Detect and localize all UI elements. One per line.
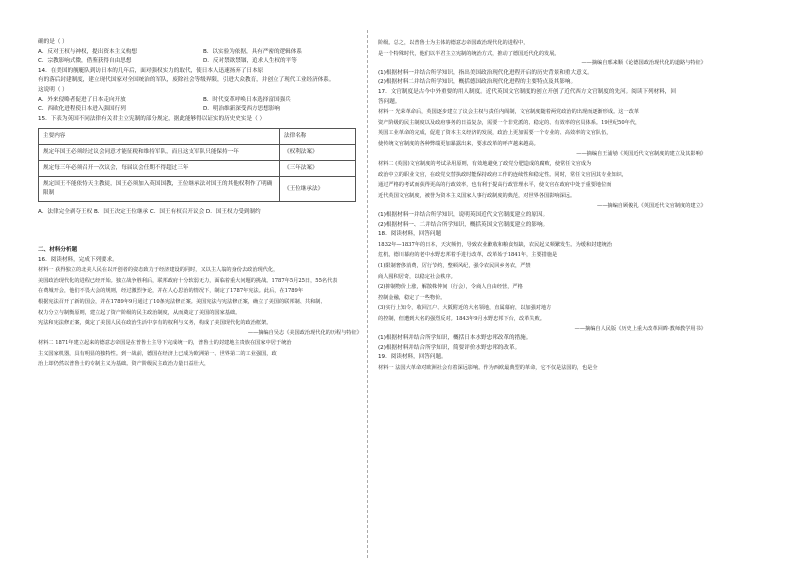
left-column xyxy=(38,38,368,370)
q17-material-2 xyxy=(378,159,712,201)
table-cell: 规定国王不能依恃天主教徒，国王必须加入英国国教，王位继承法对国王的其他权利作了明确限制 xyxy=(39,177,280,202)
sub-question: (2)根据材料并结合所学知识，简要评价水野忠邦的改革。 xyxy=(378,344,521,351)
material-line: 控制金融，稳定了一些物价。 xyxy=(378,294,446,301)
material-line: 权力分立与制衡原则，建立起了资产阶级的民主政治制度，从而奠定了美国的国家基础。 xyxy=(38,309,241,316)
option-a: A．外来侵略者促进了日本走向开放 xyxy=(38,96,126,103)
material-line: 的控制，但遭到大名的强烈反对。1843年9月水野忠邦下台，改革失败。 xyxy=(378,316,545,323)
q14-text-1: 14．在美国的舰艇队到访日本的几年后，面对强权实力的取代，使日本人迅速扬弃了日本原 xyxy=(38,67,264,74)
material-line: 主义国家机器，具有明显的独特性。到一战前，德国在经济上已成为欧洲第一、世界第二的工业强国，政 xyxy=(38,350,277,357)
material-line: (1)限制奢侈消费，厉行节约，整顿风纪，强令农民回乡务农，严禁 xyxy=(378,263,531,270)
q17-material-1 xyxy=(378,107,712,149)
material-source: ——摘编自吴志《美国政治现代化的历程与特征》 xyxy=(247,329,362,336)
q15-options: A．法律完全剥夺王权 B．国王决定王位继承 C．国王有权召开议会 D．国王权力受到制约 xyxy=(38,209,261,216)
table-cell: 《权利法案》 xyxy=(280,145,356,161)
material-line: 近代英国文官制度，被誉为资本主义国家人事行政制度的典范，对世界各国影响深远。 xyxy=(378,192,576,199)
q18-material xyxy=(378,240,712,325)
right-column xyxy=(378,38,712,374)
material-line: 1832年—1837年的日本，天灾频仍，导致农业歉收和粮食短缺，农民起义频繁发生。为缓和封建统治 xyxy=(378,241,612,248)
option-b: B．以实验为依据，具有严密的逻辑体系 xyxy=(203,48,302,55)
q18-text: 18．阅读材料，回答问题 xyxy=(378,231,442,238)
sub-question: (1)根据材料一并结合所学知识，说明英国近代文官制度建立的原因。 xyxy=(378,212,549,219)
q17-text-1: 17．文官制度是古今中外重要的用人制度。近代英国文官制度的创立开创了近代西方文官制度的先河。阅读下列材料，回 xyxy=(378,88,676,95)
option-c: C．宗教影响式微，借鉴获得自由思想 xyxy=(38,58,132,65)
sub-question: (1)根据材料一并结合所学知识，指出美国政治现代化进程开启的历史背景和重大意义。 xyxy=(378,69,593,76)
q14-options-row-1 xyxy=(38,96,368,106)
material-source: ——摘编自邢来顺《论德国政治现代化的道路与特征》 xyxy=(581,60,706,67)
material-source: ——摘编自王浦劬《英国近代文官制度的建立及其影响》 xyxy=(576,150,706,157)
table-row xyxy=(39,161,356,177)
material-line: 是一个特殊时代，他们以半君主立宪制的统治方式，推动了德国近代化的发展。 xyxy=(378,50,560,57)
material-line: 根据宪法召开了新的国会，并在1789年9月通过了10条宪法修正案。美国宪法与宪法修正案，确立了美国的联邦制、共和制、 xyxy=(38,298,326,305)
q13-options-row-1 xyxy=(38,48,368,58)
table-header: 法律名称 xyxy=(280,129,356,145)
law-table xyxy=(38,128,356,202)
q19-material: 材料一 法国大革命对欧洲社会有着深远影响。作为西欧最典型的革命，它不仅是法国的，也是全 xyxy=(378,365,598,371)
table-cell: 规定年国王必须经过议会同意才能征税和维持军队，而且这支军队只能保持一年 xyxy=(39,145,280,161)
material-line: 危机，德川幕府的老中水野忠邦着手进行改革，改革始于1841年，主要措施是 xyxy=(378,252,558,259)
table-header: 主要内容 xyxy=(39,129,280,145)
material-line: 治上却仍然以普鲁士的专制主义为基础。资产阶级民主政治力量日益壮大， xyxy=(38,361,210,368)
table-row xyxy=(39,145,356,161)
material-1 xyxy=(38,265,368,329)
material-2-continued xyxy=(378,38,712,59)
option-c: C．西欧化进程使日本进入强国行列 xyxy=(38,106,126,113)
material-line: 资产阶级的民主制度以及政府事务的日益复杂，需要一个非党派的、稳定的、有效率的官员体系。19世纪50年代， xyxy=(378,119,641,126)
material-line: 宪法和宪法修正案，奠定了美国人民在政治生活中享有的权利与义务，构成了美国现代化的政治框架。 xyxy=(38,320,272,327)
table-cell: 《王位继承法》 xyxy=(280,177,356,202)
q14-text-2: 有的落后封建制度，建立现代国家对全国统治的军队，废除社会等级界限，引进大众教育，并创立了现代工业经济体系。 xyxy=(38,77,335,84)
material-line: 材料一 获得独立的北美人民在以开创者的姿态致力于经济建设的同时，又以主人翁的身份去政治现代化， xyxy=(38,267,279,274)
table-row xyxy=(39,177,356,202)
material-2 xyxy=(38,338,368,370)
material-line: 使传统文官制度的各种弊端更加暴露出来，要求改革的呼声越来越高。 xyxy=(378,140,539,147)
option-a: A．反对王权与神权，提出资本主义构想 xyxy=(38,48,137,55)
q16-text: 16．阅读材料，完成下列要求。 xyxy=(38,256,118,263)
sub-question: (2)根据材料一、二并结合所学知识，概括英国文官制度建立的影响。 xyxy=(378,221,549,228)
material-line: 通过严格的考试而获得更高的行政效率，也有利于提高行政管理水平，使文官在政府中处于重要地位而 xyxy=(378,182,612,189)
q17-text-2: 答问题。 xyxy=(378,98,401,105)
material-line: (3)实行上知令，收回江户、大阪附近的大名领地，直属幕府，以加强对地方 xyxy=(378,305,552,312)
material-line: 英国工业革命的完成，促进了资本主义经济的发展，政治上更加需要一个专业的、高效率的文官队伍， xyxy=(378,130,612,137)
option-d: D．反对禁欲禁锢，追求人生权的平等 xyxy=(203,58,297,65)
table-cell: 《三年法案》 xyxy=(280,161,356,177)
q15-text: 15．下表为英国不同法律有关君主立宪制的部分规定，据此能够得以证实的历史史实是（ ） xyxy=(38,115,266,122)
table-header-row xyxy=(39,129,356,145)
material-line: 政治中立的职业文官，在政党交替执政时能保持政府工作的连续性和稳定性。同时，常任文官因其专业知识， xyxy=(378,171,628,178)
sub-question: (1)根据材料并结合所学知识，概括日本水野忠邦改革的措施。 xyxy=(378,335,532,342)
material-line: 阶级。总之，以普鲁士为主体的德意志帝国政治现代化的进程中， xyxy=(378,40,529,46)
material-source: ——摘编自顾俊礼《英国近代文官制度的建立》 xyxy=(597,202,706,209)
material-line: 材料一 光荣革命后，英国逐步建立了议会主权与责任内阁制，文官制度随着两党政治的出现而逐渐形成。这一改革 xyxy=(378,109,640,116)
question-tail: 确的是（ ） xyxy=(38,39,68,45)
table-cell: 规定每三年必须召开一次议会，每届议会任期不得超过三年 xyxy=(39,161,280,177)
option-d: D．明治维新深受西方思想影响 xyxy=(203,106,281,113)
q13-options-row-2 xyxy=(38,57,368,67)
material-line: 商人囤积居奇，以稳定社会秩序。 xyxy=(378,273,456,280)
q14-options-row-2 xyxy=(38,105,368,115)
material-source: ——摘编自人民版《历史上重大改革回眸·教师教学用书》 xyxy=(574,325,706,332)
material-line: 美国政治现代化的进程已经开始。独立战争胜利后，联邦政府十分软弱无力，面临着重大问题的挑战。1787年5月25日，55名代表 xyxy=(38,277,338,284)
q14-text-3: 这说明（ ） xyxy=(38,86,68,93)
section-title: 二、材料分析题 xyxy=(38,246,78,253)
q19-text: 19．阅读材料，回答问题。 xyxy=(378,354,447,361)
material-line: 材料二 (英国)文官制度的考试录用原则，有效地避免了政党分肥造成的腐败，使常任文官成为 xyxy=(378,161,592,168)
sub-question: (2)根据材料二并结合所学知识，概括德国政治现代化进程的主要特点及其影响。 xyxy=(378,79,577,86)
option-b: B．时代变革呼唤日本选择富国强兵 xyxy=(203,96,291,103)
material-line: 材料二 1871年建立起来的德意志帝国是在普鲁士主导下完成统一的，普鲁士的封建地主贵族在国家中居于统治 xyxy=(38,340,292,347)
material-line: (2)抑制物价上涨，解散株仲间（行会），令商人自由经营，严格 xyxy=(378,284,523,291)
material-line: 在费城开会，他们不畏大会的规则，经过激烈争论，并在人心思治的情况下，制定了1787年宪法。此后，在1789年 xyxy=(38,288,304,295)
